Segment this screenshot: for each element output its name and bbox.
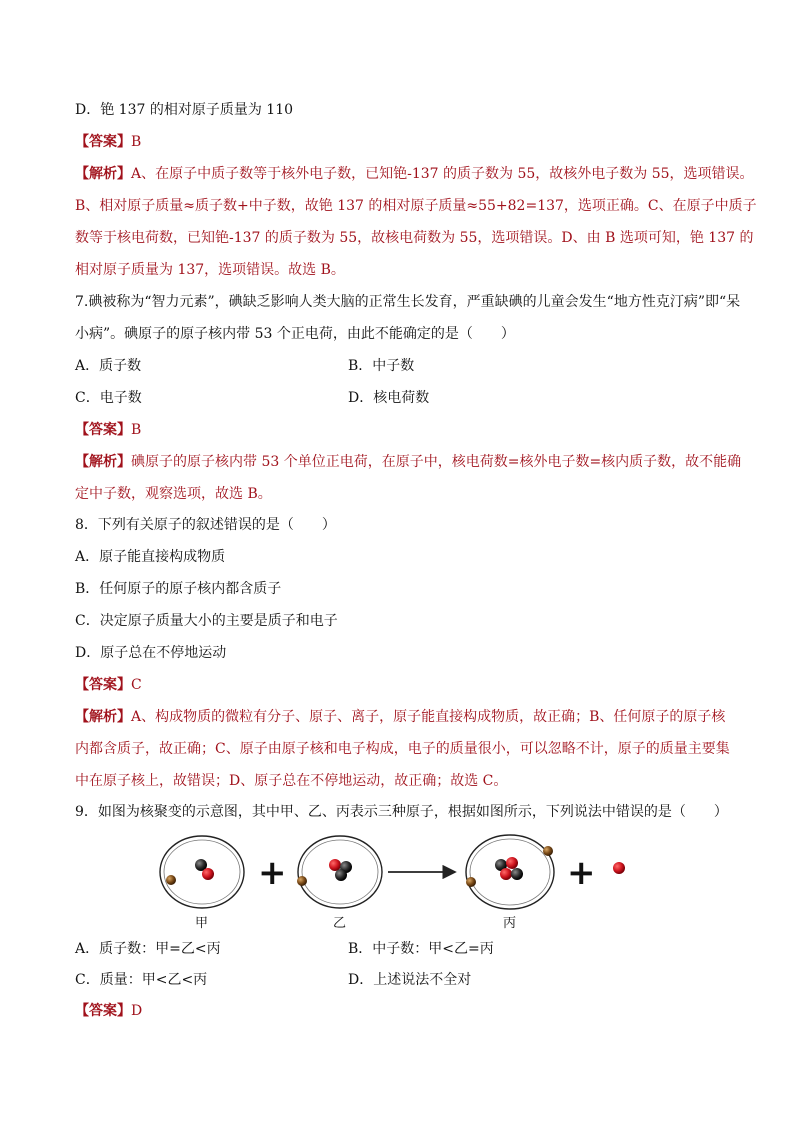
q7-stem-line-2: 小病”。碘原子的原子核内带 53 个正电荷，由此不能确定的是（ ） [75,326,515,342]
answer-tag: 【答案】 [75,677,131,693]
electron [297,876,307,886]
q8-analysis-line-2: 内都含质子，故正确；C、原子由原子核和电子构成，电子的质量很小，可以忽略不计，原子的质量主要集 [75,741,730,757]
free-particle [613,862,625,874]
electron [466,877,476,887]
q7-analysis-line-2: 定中子数，观察选项，故选 B。 [75,486,272,502]
q7-option-c: C．电子数 [75,390,142,406]
q7-option-d: D．核电荷数 [348,390,430,406]
q9-option-d: D．上述说法不全对 [348,972,472,988]
proton [329,859,341,871]
q8-analysis-line-1: 【解析】A、构成物质的微粒有分子、原子、离子，原子能直接构成物质，故正确；B、任何原子的原子核 [75,709,726,725]
answer-value: D [131,1003,143,1019]
q9-option-c: C．质量：甲<乙<丙 [75,972,208,988]
q6-analysis-line-3: 数等于核电荷数，已知铯-137 的质子数为 55，故核电荷数为 55，选项错误。D、由 B 选项可知，铯 137 的 [75,230,754,246]
analysis-tag: 【解析】 [75,166,131,182]
q9-stem: 9．如图为核聚变的示意图，其中甲、乙、丙表示三种原子，根据如图所示，下列说法中错误的是（ ） [75,804,728,820]
label-bing: 丙 [503,916,517,931]
proton [202,868,214,880]
atom-yi [297,836,382,931]
q7-option-b: B．中子数 [348,358,415,374]
q8-option-a: A．原子能直接构成物质 [75,549,226,565]
atom-bing [466,835,554,931]
answer-value: C [131,677,142,693]
analysis-tag: 【解析】 [75,709,131,725]
q7-stem-line-1: 7.碘被称为“智力元素”，碘缺乏影响人类大脑的正常生长发育，严重缺碘的儿童会发生“地方性克汀病”即“呆 [75,294,741,310]
atom-jia [160,836,244,931]
answer-tag: 【答案】 [75,422,131,438]
q6-analysis-line-4: 相对原子质量为 137，选项错误。故选 B。 [75,262,345,278]
q9-option-b: B．中子数：甲<乙=丙 [348,941,494,957]
answer-tag: 【答案】 [75,134,131,150]
q7-analysis-line-1: 【解析】碘原子的原子核内带 53 个单位正电荷，在原子中，核电荷数=核外电子数=核内质子数，故不能确 [75,454,742,470]
proton [500,868,512,880]
q8-answer [75,676,142,694]
q9-answer [75,1002,142,1020]
q8-stem: 8．下列有关原子的叙述错误的是（ ） [75,517,336,533]
q9-options-row-2 [75,971,472,989]
analysis-tag: 【解析】 [75,454,131,470]
neutron [511,868,523,880]
nuclear-fusion-diagram [155,832,645,932]
electron [166,875,176,885]
plus-sign-2: + [567,853,596,893]
plus-sign-1: + [258,853,287,893]
q6-analysis-line-1: 【解析】A、在原子中质子数等于核外电子数，已知铯-137 的质子数为 55，故核外电子数为 55，选项错误。 [75,166,754,182]
q6-option-d: D．铯 137 的相对原子质量为 110 [75,102,294,118]
q9-option-a: A．质子数：甲=乙<丙 [75,941,221,957]
q6-analysis-line-2: B、相对原子质量≈质子数+中子数，故铯 137 的相对原子质量≈55+82=137，选项正确。C、在原子中质子 [75,198,757,214]
proton [506,857,518,869]
label-jia: 甲 [195,916,209,931]
answer-value: B [131,422,142,438]
q8-option-c: C．决定原子质量大小的主要是质子和电子 [75,613,338,629]
answer-tag: 【答案】 [75,1003,131,1019]
label-yi: 乙 [333,916,347,931]
q9-options-row-1 [75,940,494,958]
q8-option-b: B．任何原子的原子核内都含质子 [75,581,282,597]
q7-option-a: A．质子数 [75,358,142,374]
electron [543,846,553,856]
q8-analysis-line-3: 中在原子核上，故错误；D、原子总在不停地运动，故正确；故选 C。 [75,773,508,789]
q7-options-row-2 [75,389,430,407]
q6-answer [75,133,141,151]
q7-options-row-1 [75,357,415,375]
answer-value: B [131,134,142,150]
q7-answer [75,421,141,439]
q8-option-d: D．原子总在不停地运动 [75,645,227,661]
neutron [335,869,347,881]
